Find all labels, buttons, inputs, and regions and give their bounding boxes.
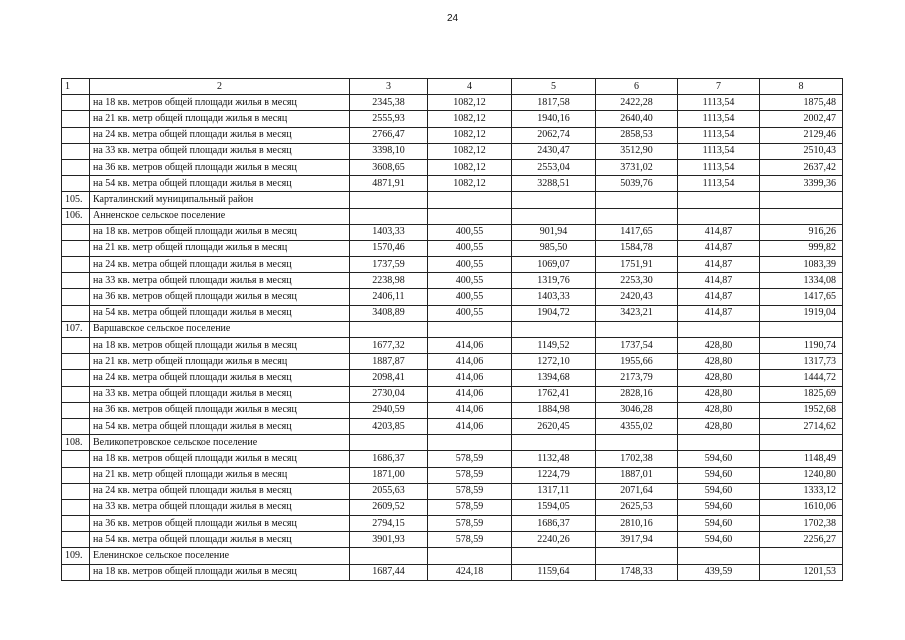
table-row (62, 370, 843, 386)
value-cell-col-3: 1887,87 (350, 354, 428, 370)
value-cell-col-3: 4871,91 (350, 176, 428, 192)
value-cell-col-7: 414,87 (678, 257, 760, 273)
row-number-cell (62, 305, 90, 321)
value-cell-col-3: 1737,59 (350, 257, 428, 273)
value-cell-col-5 (512, 208, 596, 224)
value-cell-col-6: 3512,90 (596, 143, 678, 159)
value-cell-col-4: 400,55 (428, 273, 512, 289)
value-cell-col-8: 1610,06 (760, 499, 843, 515)
value-cell-col-3: 1570,46 (350, 240, 428, 256)
row-name-cell: на 36 кв. метров общей площади жилья в месяц (90, 289, 350, 305)
value-cell-col-4: 414,06 (428, 338, 512, 354)
value-cell-col-6: 2625,53 (596, 499, 678, 515)
value-cell-col-7 (678, 192, 760, 208)
table-row (62, 111, 843, 127)
value-cell-col-7: 1113,54 (678, 159, 760, 175)
value-cell-col-4 (428, 208, 512, 224)
table-row (62, 95, 843, 111)
value-cell-col-3: 1687,44 (350, 564, 428, 580)
value-cell-col-8: 1334,08 (760, 273, 843, 289)
row-name-cell: на 21 кв. метр общей площади жилья в месяц (90, 354, 350, 370)
value-cell-col-8: 2129,46 (760, 127, 843, 143)
value-cell-col-3 (350, 435, 428, 451)
table-row (62, 451, 843, 467)
table-row (62, 467, 843, 483)
value-cell-col-7: 1113,54 (678, 143, 760, 159)
value-cell-col-7: 439,59 (678, 564, 760, 580)
row-name-cell: на 21 кв. метр общей площади жилья в месяц (90, 240, 350, 256)
value-cell-col-3 (350, 321, 428, 337)
section-row (62, 548, 843, 564)
value-cell-col-5: 3288,51 (512, 176, 596, 192)
table-row (62, 257, 843, 273)
row-name-cell: на 18 кв. метров общей площади жилья в месяц (90, 564, 350, 580)
value-cell-col-7 (678, 435, 760, 451)
row-number-cell (62, 176, 90, 192)
row-number-cell (62, 224, 90, 240)
row-name-cell: на 36 кв. метров общей площади жилья в месяц (90, 516, 350, 532)
row-name-cell: на 54 кв. метра общей площади жилья в месяц (90, 305, 350, 321)
row-number-cell (62, 143, 90, 159)
value-cell-col-6 (596, 321, 678, 337)
row-name-cell: на 21 кв. метр общей площади жилья в месяц (90, 467, 350, 483)
row-number-cell: 106. (62, 208, 90, 224)
value-cell-col-4: 578,59 (428, 467, 512, 483)
value-cell-col-7: 414,87 (678, 305, 760, 321)
value-cell-col-8: 2510,43 (760, 143, 843, 159)
value-cell-col-3: 1686,37 (350, 451, 428, 467)
section-row (62, 192, 843, 208)
value-cell-col-8: 1201,53 (760, 564, 843, 580)
row-number-cell (62, 499, 90, 515)
table-row (62, 224, 843, 240)
value-cell-col-4: 414,06 (428, 402, 512, 418)
value-cell-col-5: 2240,26 (512, 532, 596, 548)
value-cell-col-4: 400,55 (428, 305, 512, 321)
row-name-cell: на 33 кв. метра общей площади жилья в месяц (90, 273, 350, 289)
table-body (62, 95, 843, 581)
value-cell-col-7: 1113,54 (678, 127, 760, 143)
row-name-cell: на 54 кв. метра общей площади жилья в месяц (90, 418, 350, 434)
value-cell-col-8: 1148,49 (760, 451, 843, 467)
value-cell-col-5 (512, 192, 596, 208)
value-cell-col-8: 1825,69 (760, 386, 843, 402)
row-name-cell: Варшавское сельское поселение (90, 321, 350, 337)
value-cell-col-4: 424,18 (428, 564, 512, 580)
value-cell-col-4: 400,55 (428, 224, 512, 240)
value-cell-col-5: 1904,72 (512, 305, 596, 321)
value-cell-col-3: 2766,47 (350, 127, 428, 143)
value-cell-col-6: 1737,54 (596, 338, 678, 354)
row-number-cell: 109. (62, 548, 90, 564)
row-number-cell: 105. (62, 192, 90, 208)
value-cell-col-6: 2173,79 (596, 370, 678, 386)
row-name-cell: на 18 кв. метров общей площади жилья в месяц (90, 451, 350, 467)
value-cell-col-6 (596, 208, 678, 224)
row-number-cell (62, 370, 90, 386)
table-row (62, 418, 843, 434)
value-cell-col-8: 1952,68 (760, 402, 843, 418)
value-cell-col-5: 1224,79 (512, 467, 596, 483)
value-cell-col-4: 400,55 (428, 289, 512, 305)
value-cell-col-3: 4203,85 (350, 418, 428, 434)
value-cell-col-3 (350, 208, 428, 224)
value-cell-col-3: 1403,33 (350, 224, 428, 240)
value-cell-col-4: 578,59 (428, 532, 512, 548)
value-cell-col-8 (760, 321, 843, 337)
value-cell-col-4: 400,55 (428, 240, 512, 256)
value-cell-col-5: 1132,48 (512, 451, 596, 467)
row-name-cell: на 18 кв. метров общей площади жилья в месяц (90, 224, 350, 240)
value-cell-col-7: 594,60 (678, 532, 760, 548)
value-cell-col-8: 1702,38 (760, 516, 843, 532)
row-name-cell: Еленинское сельское поселение (90, 548, 350, 564)
value-cell-col-8: 1417,65 (760, 289, 843, 305)
section-row (62, 321, 843, 337)
value-cell-col-6: 3731,02 (596, 159, 678, 175)
value-cell-col-4: 414,06 (428, 354, 512, 370)
header-cell: 3 (350, 79, 428, 95)
row-number-cell (62, 240, 90, 256)
value-cell-col-3 (350, 192, 428, 208)
value-cell-col-7: 428,80 (678, 402, 760, 418)
value-cell-col-4: 578,59 (428, 516, 512, 532)
table-row (62, 240, 843, 256)
value-cell-col-7 (678, 321, 760, 337)
value-cell-col-5: 1762,41 (512, 386, 596, 402)
row-name-cell: Карталинский муниципальный район (90, 192, 350, 208)
value-cell-col-7: 428,80 (678, 354, 760, 370)
table-row (62, 127, 843, 143)
value-cell-col-8: 1333,12 (760, 483, 843, 499)
row-number-cell (62, 289, 90, 305)
header-cell: 2 (90, 79, 350, 95)
row-name-cell: на 36 кв. метров общей площади жилья в месяц (90, 159, 350, 175)
row-name-cell: на 33 кв. метра общей площади жилья в месяц (90, 143, 350, 159)
value-cell-col-4: 578,59 (428, 499, 512, 515)
value-cell-col-3: 3901,93 (350, 532, 428, 548)
value-cell-col-4: 1082,12 (428, 176, 512, 192)
value-cell-col-4: 578,59 (428, 483, 512, 499)
row-name-cell: на 33 кв. метра общей площади жилья в месяц (90, 386, 350, 402)
header-cell: 1 (62, 79, 90, 95)
value-cell-col-4 (428, 321, 512, 337)
value-cell-col-7 (678, 548, 760, 564)
row-number-cell (62, 418, 90, 434)
value-cell-col-3: 2940,59 (350, 402, 428, 418)
value-cell-col-6 (596, 435, 678, 451)
value-cell-col-5: 901,94 (512, 224, 596, 240)
value-cell-col-5: 2062,74 (512, 127, 596, 143)
row-name-cell: на 54 кв. метра общей площади жилья в месяц (90, 532, 350, 548)
table-row (62, 564, 843, 580)
value-cell-col-6 (596, 192, 678, 208)
value-cell-col-5: 1069,07 (512, 257, 596, 273)
value-cell-col-4: 414,06 (428, 418, 512, 434)
table-row (62, 483, 843, 499)
value-cell-col-8: 1317,73 (760, 354, 843, 370)
section-row (62, 435, 843, 451)
value-cell-col-7: 1113,54 (678, 176, 760, 192)
row-number-cell (62, 402, 90, 418)
value-cell-col-7: 594,60 (678, 467, 760, 483)
value-cell-col-3 (350, 548, 428, 564)
row-name-cell: на 33 кв. метра общей площади жилья в месяц (90, 499, 350, 515)
value-cell-col-6: 2640,40 (596, 111, 678, 127)
value-cell-col-7: 428,80 (678, 338, 760, 354)
value-cell-col-4: 414,06 (428, 370, 512, 386)
row-number-cell (62, 483, 90, 499)
value-cell-col-5: 2553,04 (512, 159, 596, 175)
value-cell-col-8: 2714,62 (760, 418, 843, 434)
value-cell-col-3: 3608,65 (350, 159, 428, 175)
value-cell-col-5: 1319,76 (512, 273, 596, 289)
row-number-cell (62, 354, 90, 370)
value-cell-col-4: 1082,12 (428, 143, 512, 159)
value-cell-col-7: 414,87 (678, 273, 760, 289)
value-cell-col-5: 1817,58 (512, 95, 596, 111)
row-name-cell: на 36 кв. метров общей площади жилья в месяц (90, 402, 350, 418)
row-name-cell: Анненское сельское поселение (90, 208, 350, 224)
row-number-cell (62, 257, 90, 273)
row-name-cell: на 18 кв. метров общей площади жилья в месяц (90, 338, 350, 354)
row-number-cell (62, 338, 90, 354)
header-cell: 4 (428, 79, 512, 95)
value-cell-col-6: 1751,91 (596, 257, 678, 273)
value-cell-col-3: 1677,32 (350, 338, 428, 354)
value-cell-col-4 (428, 548, 512, 564)
value-cell-col-3: 2609,52 (350, 499, 428, 515)
value-cell-col-6: 2810,16 (596, 516, 678, 532)
value-cell-col-6: 3046,28 (596, 402, 678, 418)
value-cell-col-3: 2345,38 (350, 95, 428, 111)
value-cell-col-3: 2555,93 (350, 111, 428, 127)
row-name-cell: на 24 кв. метра общей площади жилья в месяц (90, 483, 350, 499)
row-number-cell (62, 564, 90, 580)
value-cell-col-8: 2637,42 (760, 159, 843, 175)
value-cell-col-8: 916,26 (760, 224, 843, 240)
value-cell-col-4: 1082,12 (428, 127, 512, 143)
value-cell-col-3: 2055,63 (350, 483, 428, 499)
value-cell-col-5 (512, 435, 596, 451)
table-row (62, 516, 843, 532)
value-cell-col-8: 1240,80 (760, 467, 843, 483)
value-cell-col-7: 414,87 (678, 289, 760, 305)
value-cell-col-5: 2430,47 (512, 143, 596, 159)
table-row (62, 354, 843, 370)
table-header-row (62, 79, 843, 95)
table-row (62, 386, 843, 402)
value-cell-col-7: 428,80 (678, 386, 760, 402)
value-cell-col-8: 2256,27 (760, 532, 843, 548)
value-cell-col-8: 1083,39 (760, 257, 843, 273)
value-cell-col-8: 999,82 (760, 240, 843, 256)
table-row (62, 159, 843, 175)
row-number-cell (62, 386, 90, 402)
value-cell-col-7: 594,60 (678, 451, 760, 467)
value-cell-col-5: 1940,16 (512, 111, 596, 127)
value-cell-col-7: 1113,54 (678, 111, 760, 127)
value-cell-col-7: 428,80 (678, 418, 760, 434)
value-cell-col-8 (760, 435, 843, 451)
row-name-cell: на 18 кв. метров общей площади жилья в месяц (90, 95, 350, 111)
row-number-cell (62, 127, 90, 143)
value-cell-col-5: 1394,68 (512, 370, 596, 386)
value-cell-col-4: 1082,12 (428, 111, 512, 127)
value-cell-col-7: 594,60 (678, 516, 760, 532)
section-row (62, 208, 843, 224)
row-name-cell: на 24 кв. метра общей площади жилья в месяц (90, 257, 350, 273)
header-cell: 7 (678, 79, 760, 95)
table-row (62, 289, 843, 305)
value-cell-col-6: 2420,43 (596, 289, 678, 305)
value-cell-col-8 (760, 208, 843, 224)
value-cell-col-6: 1748,33 (596, 564, 678, 580)
value-cell-col-6: 1417,65 (596, 224, 678, 240)
value-cell-col-3: 1871,00 (350, 467, 428, 483)
row-number-cell (62, 273, 90, 289)
table-row (62, 402, 843, 418)
row-number-cell (62, 159, 90, 175)
row-number-cell (62, 111, 90, 127)
value-cell-col-3: 2238,98 (350, 273, 428, 289)
value-cell-col-6: 2422,28 (596, 95, 678, 111)
table-row (62, 499, 843, 515)
value-cell-col-6: 5039,76 (596, 176, 678, 192)
value-cell-col-4: 400,55 (428, 257, 512, 273)
value-cell-col-4: 1082,12 (428, 159, 512, 175)
value-cell-col-6: 1584,78 (596, 240, 678, 256)
value-cell-col-4 (428, 435, 512, 451)
row-number-cell (62, 451, 90, 467)
value-cell-col-5 (512, 548, 596, 564)
value-cell-col-5: 1403,33 (512, 289, 596, 305)
value-cell-col-3: 2730,04 (350, 386, 428, 402)
row-number-cell (62, 467, 90, 483)
row-name-cell: на 54 кв. метра общей площади жилья в месяц (90, 176, 350, 192)
value-cell-col-7: 414,87 (678, 240, 760, 256)
header-cell: 8 (760, 79, 843, 95)
value-cell-col-7: 428,80 (678, 370, 760, 386)
value-cell-col-6: 3423,21 (596, 305, 678, 321)
header-cell: 6 (596, 79, 678, 95)
table-row (62, 305, 843, 321)
tariff-table (61, 78, 843, 581)
row-number-cell (62, 95, 90, 111)
value-cell-col-5: 985,50 (512, 240, 596, 256)
value-cell-col-5: 1594,05 (512, 499, 596, 515)
value-cell-col-6: 1702,38 (596, 451, 678, 467)
value-cell-col-8: 3399,36 (760, 176, 843, 192)
value-cell-col-7: 594,60 (678, 499, 760, 515)
value-cell-col-5: 2620,45 (512, 418, 596, 434)
row-name-cell: на 24 кв. метра общей площади жилья в месяц (90, 370, 350, 386)
value-cell-col-6 (596, 548, 678, 564)
value-cell-col-6: 1955,66 (596, 354, 678, 370)
value-cell-col-8: 2002,47 (760, 111, 843, 127)
value-cell-col-5: 1317,11 (512, 483, 596, 499)
value-cell-col-7 (678, 208, 760, 224)
row-number-cell: 108. (62, 435, 90, 451)
value-cell-col-3: 2406,11 (350, 289, 428, 305)
value-cell-col-4: 578,59 (428, 451, 512, 467)
value-cell-col-6: 2858,53 (596, 127, 678, 143)
value-cell-col-3: 2098,41 (350, 370, 428, 386)
row-name-cell: на 21 кв. метр общей площади жилья в месяц (90, 111, 350, 127)
value-cell-col-3: 3398,10 (350, 143, 428, 159)
value-cell-col-8 (760, 548, 843, 564)
table-row (62, 143, 843, 159)
row-number-cell: 107. (62, 321, 90, 337)
table-row (62, 338, 843, 354)
value-cell-col-5: 1159,64 (512, 564, 596, 580)
value-cell-col-4: 414,06 (428, 386, 512, 402)
value-cell-col-7: 1113,54 (678, 95, 760, 111)
value-cell-col-5: 1149,52 (512, 338, 596, 354)
value-cell-col-4 (428, 192, 512, 208)
value-cell-col-4: 1082,12 (428, 95, 512, 111)
value-cell-col-6: 2828,16 (596, 386, 678, 402)
value-cell-col-6: 1887,01 (596, 467, 678, 483)
value-cell-col-6: 4355,02 (596, 418, 678, 434)
table-row (62, 273, 843, 289)
value-cell-col-5: 1272,10 (512, 354, 596, 370)
value-cell-col-6: 2253,30 (596, 273, 678, 289)
value-cell-col-8: 1190,74 (760, 338, 843, 354)
value-cell-col-8: 1875,48 (760, 95, 843, 111)
page-number: 24 (446, 13, 459, 24)
value-cell-col-6: 3917,94 (596, 532, 678, 548)
value-cell-col-3: 3408,89 (350, 305, 428, 321)
row-number-cell (62, 516, 90, 532)
value-cell-col-3: 2794,15 (350, 516, 428, 532)
header-cell: 5 (512, 79, 596, 95)
row-number-cell (62, 532, 90, 548)
value-cell-col-8 (760, 192, 843, 208)
row-name-cell: на 24 кв. метра общей площади жилья в месяц (90, 127, 350, 143)
value-cell-col-8: 1444,72 (760, 370, 843, 386)
value-cell-col-5: 1884,98 (512, 402, 596, 418)
value-cell-col-5 (512, 321, 596, 337)
value-cell-col-7: 594,60 (678, 483, 760, 499)
table-row (62, 176, 843, 192)
table-row (62, 532, 843, 548)
row-name-cell: Великопетровское сельское поселение (90, 435, 350, 451)
value-cell-col-7: 414,87 (678, 224, 760, 240)
value-cell-col-6: 2071,64 (596, 483, 678, 499)
value-cell-col-5: 1686,37 (512, 516, 596, 532)
value-cell-col-8: 1919,04 (760, 305, 843, 321)
